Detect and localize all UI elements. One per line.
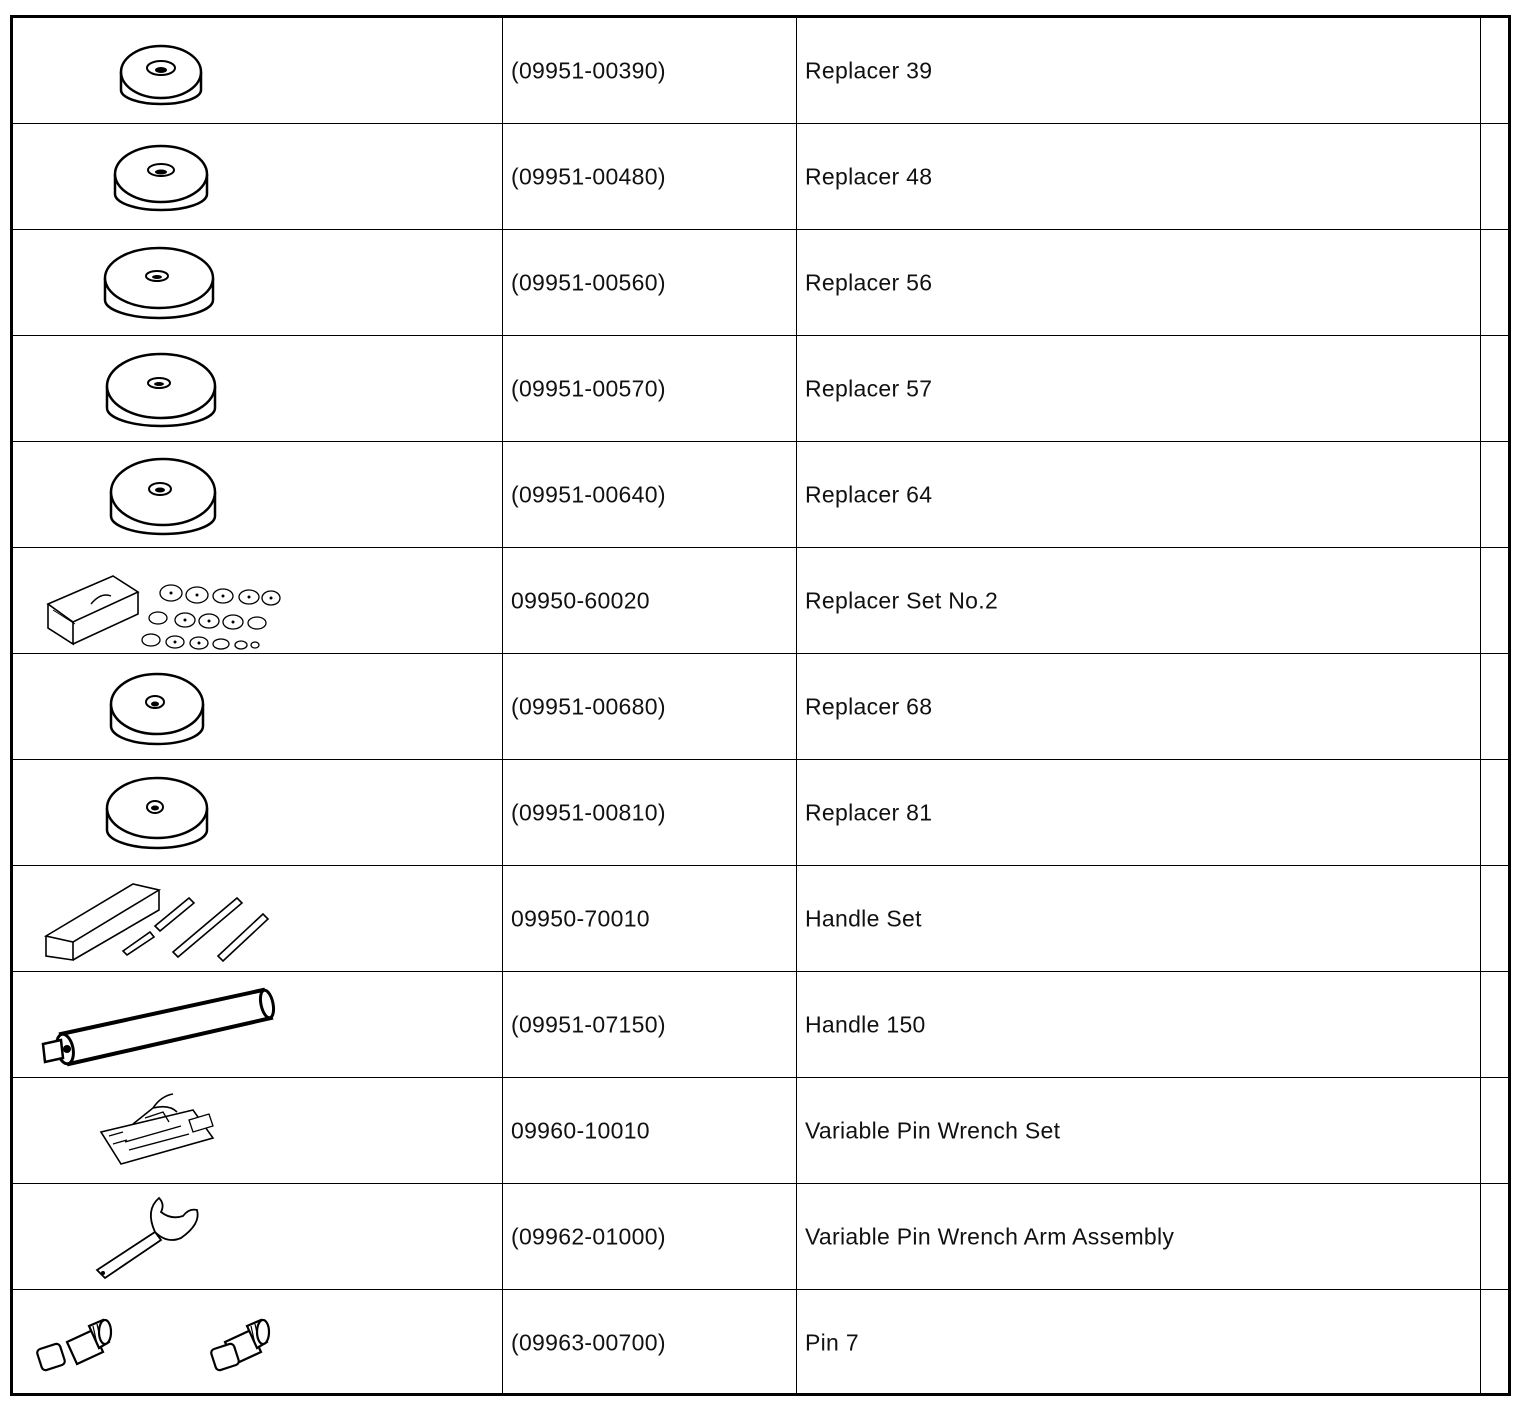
blank-cell (1481, 866, 1508, 971)
table-row (13, 760, 1508, 866)
blank-cell (1481, 336, 1508, 441)
blank-cell (1481, 442, 1508, 547)
part-number: (09951-00480) (511, 163, 666, 189)
replacer-disc-icon (13, 760, 503, 865)
replacer-set-icon (13, 548, 503, 653)
description-cell (797, 760, 1481, 865)
part-number-cell (503, 1290, 797, 1396)
part-number-cell (503, 230, 797, 335)
description-cell (797, 972, 1481, 1077)
tool-illustration-cell (13, 866, 503, 971)
blank-cell (1481, 1078, 1508, 1183)
tool-description: Handle 150 (805, 1011, 926, 1037)
tool-description: Pin 7 (805, 1329, 859, 1356)
table-row (13, 336, 1508, 442)
table-row (13, 654, 1508, 760)
blank-cell (1481, 654, 1508, 759)
table-row (13, 230, 1508, 336)
description-cell (797, 1184, 1481, 1289)
tool-illustration-cell (13, 760, 503, 865)
blank-cell (1481, 972, 1508, 1077)
replacer-disc-icon (13, 442, 503, 547)
blank-cell (1481, 1290, 1508, 1396)
description-cell (797, 548, 1481, 653)
tool-description: Replacer 48 (805, 163, 933, 189)
tool-illustration-cell (13, 548, 503, 653)
blank-cell (1481, 548, 1508, 653)
tool-description: Replacer 39 (805, 57, 933, 83)
table-row (13, 442, 1508, 548)
part-number: 09950-70010 (511, 905, 650, 931)
table-row (13, 548, 1508, 654)
tool-illustration-cell (13, 442, 503, 547)
table-row (13, 18, 1508, 124)
table-row (13, 866, 1508, 972)
pin-wrench-set-icon (13, 1078, 503, 1183)
tool-description: Replacer 56 (805, 269, 933, 295)
table-row (13, 124, 1508, 230)
description-cell (797, 442, 1481, 547)
part-number: (09951-00640) (511, 481, 666, 507)
replacer-disc-icon (13, 654, 503, 759)
replacer-disc-icon (13, 230, 503, 335)
part-number: 09960-10010 (511, 1117, 650, 1143)
description-cell (797, 18, 1481, 123)
tool-description: Replacer 81 (805, 799, 933, 825)
part-number: (09951-07150) (511, 1011, 666, 1037)
tool-illustration-cell (13, 1184, 503, 1289)
description-cell (797, 1078, 1481, 1183)
tool-description: Replacer 57 (805, 375, 933, 401)
part-number-cell (503, 1184, 797, 1289)
blank-cell (1481, 760, 1508, 865)
part-number-cell (503, 760, 797, 865)
description-cell (797, 866, 1481, 971)
part-number: 09950-60020 (511, 587, 650, 613)
handle-icon (13, 972, 503, 1077)
table-row (13, 1078, 1508, 1184)
special-tools-table (10, 15, 1511, 1396)
part-number: (09951-00570) (511, 375, 666, 401)
tool-description: Handle Set (805, 905, 922, 931)
blank-cell (1481, 1184, 1508, 1289)
part-number: (09951-00810) (511, 799, 666, 825)
description-cell (797, 1290, 1481, 1396)
tool-illustration-cell (13, 654, 503, 759)
tool-description: Variable Pin Wrench Arm Assembly (805, 1223, 1175, 1249)
part-number-cell (503, 866, 797, 971)
replacer-disc-icon (13, 336, 503, 441)
tool-description: Replacer 64 (805, 481, 933, 507)
tool-illustration-cell (13, 336, 503, 441)
part-number-cell (503, 1078, 797, 1183)
table-row (13, 1290, 1508, 1396)
part-number: (09962-01000) (511, 1223, 666, 1249)
blank-cell (1481, 18, 1508, 123)
tool-illustration-cell (13, 230, 503, 335)
table-row (13, 972, 1508, 1078)
part-number-cell (503, 336, 797, 441)
tool-description: Replacer Set No.2 (805, 587, 999, 613)
tool-illustration-cell (13, 1290, 503, 1396)
part-number: (09963-00700) (511, 1329, 666, 1356)
table-row (13, 1184, 1508, 1290)
handle-set-icon (13, 866, 503, 971)
part-number-cell (503, 972, 797, 1077)
description-cell (797, 124, 1481, 229)
tool-illustration-cell (13, 18, 503, 123)
tool-illustration-cell (13, 124, 503, 229)
part-number-cell (503, 124, 797, 229)
description-cell (797, 336, 1481, 441)
pin-wrench-arm-icon (13, 1184, 503, 1289)
replacer-disc-icon (13, 124, 503, 229)
description-cell (797, 230, 1481, 335)
part-number: (09951-00390) (511, 57, 666, 83)
part-number-cell (503, 18, 797, 123)
part-number-cell (503, 548, 797, 653)
replacer-disc-icon (13, 18, 503, 123)
pin-icon (13, 1290, 503, 1395)
part-number-cell (503, 654, 797, 759)
description-cell (797, 654, 1481, 759)
tool-illustration-cell (13, 972, 503, 1077)
tool-description: Replacer 68 (805, 693, 933, 719)
part-number: (09951-00560) (511, 269, 666, 295)
tool-illustration-cell (13, 1078, 503, 1183)
blank-cell (1481, 124, 1508, 229)
part-number: (09951-00680) (511, 693, 666, 719)
part-number-cell (503, 442, 797, 547)
blank-cell (1481, 230, 1508, 335)
tool-description: Variable Pin Wrench Set (805, 1117, 1061, 1143)
